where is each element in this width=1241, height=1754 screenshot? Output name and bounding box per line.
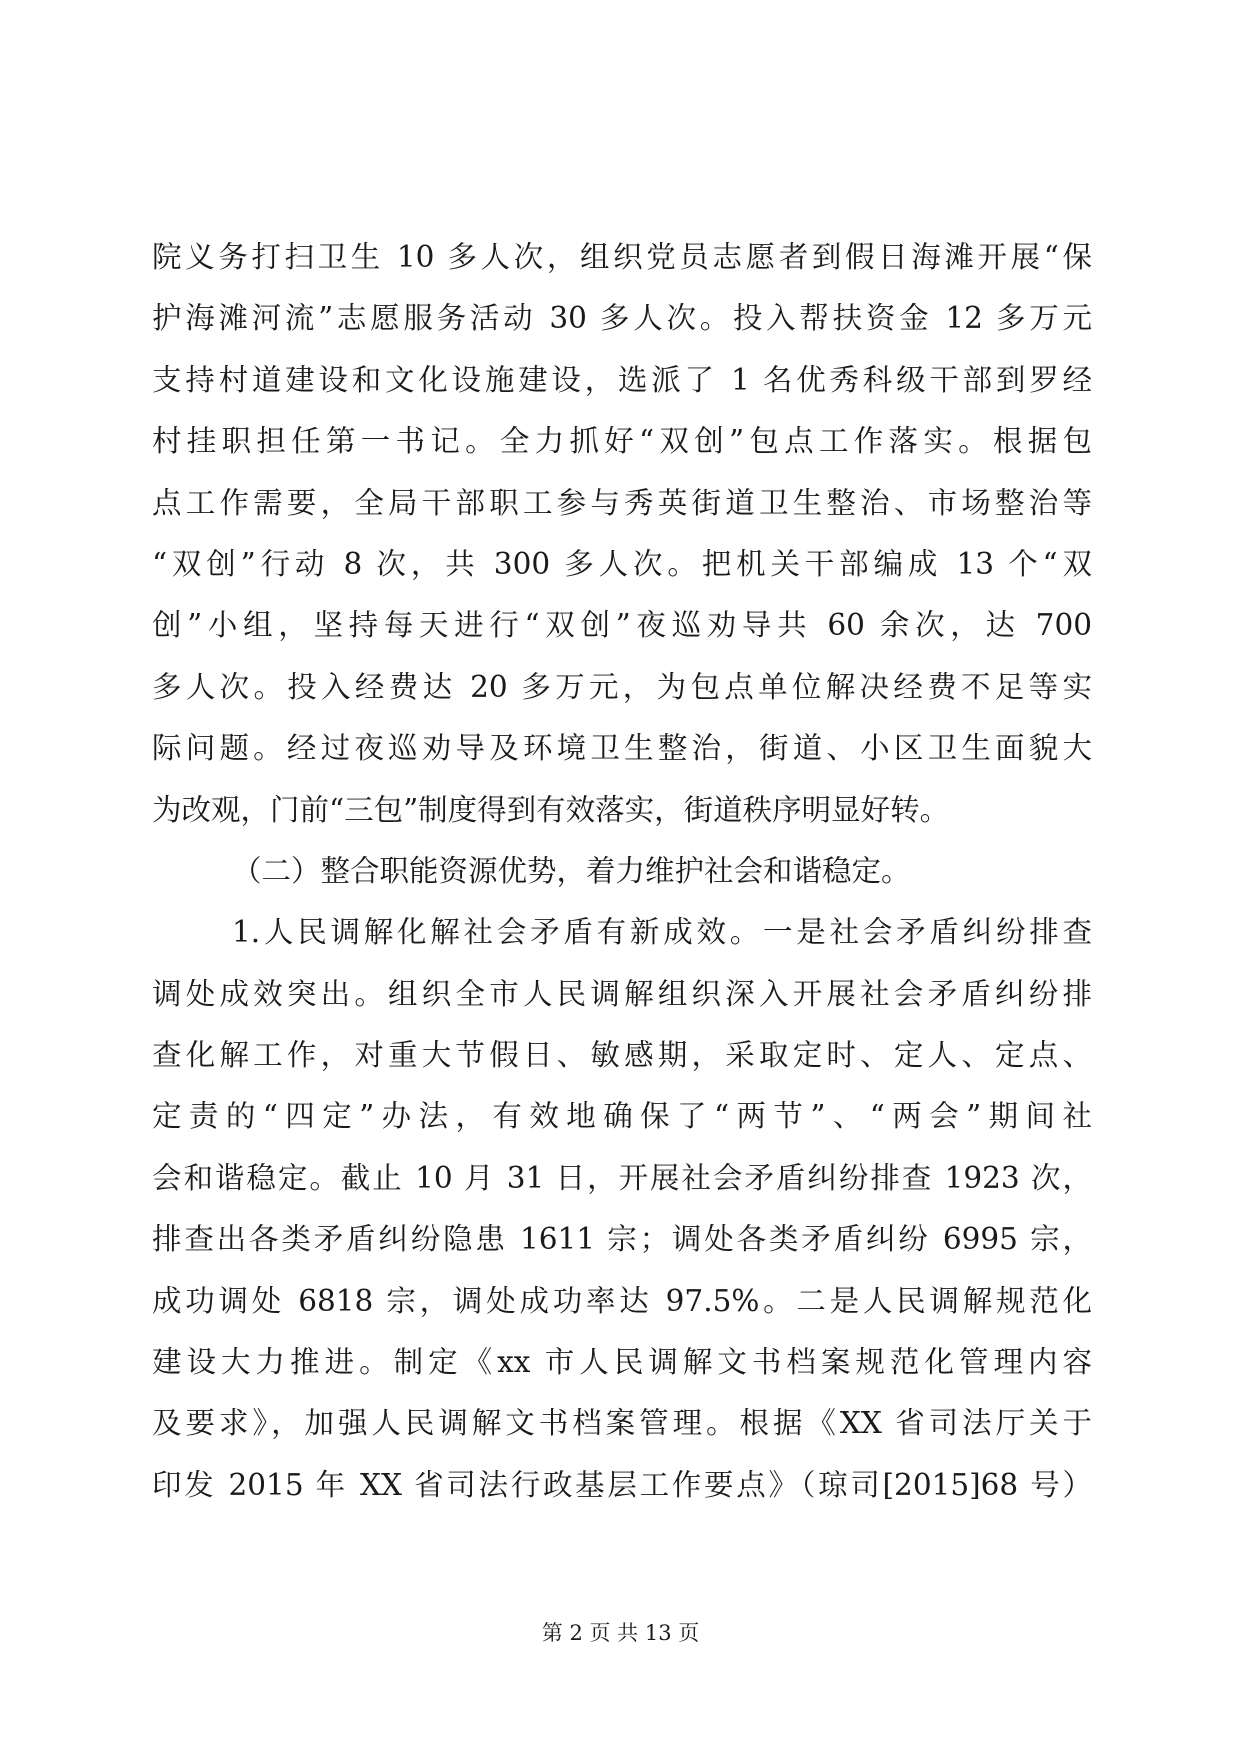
text-line: 排查出各类矛盾纠纷隐患 1611 宗；调处各类矛盾纠纷 6995 宗， — [152, 1222, 1092, 1257]
text-line: 点工作需要，全局干部职工参与秀英街道卫生整治、市场整治等 — [152, 485, 1092, 520]
text-line: 为改观，门前“三包”制度得到有效落实，街道秩序明显好转。 — [152, 792, 950, 827]
text-line: 多人次。投入经费达 20 多万元，为包点单位解决经费不足等实 — [152, 669, 1092, 704]
text-line: 院义务打扫卫生 10 多人次，组织党员志愿者到假日海滩开展“保 — [152, 240, 1092, 274]
text-line: 及要求》，加强人民调解文书档案管理。根据《XX 省司法厅关于 — [152, 1406, 1092, 1441]
text-line: 定责的“四定”办法，有效地确保了“两节”、“两会”期间社 — [152, 1099, 1092, 1134]
text-line: “双创”行动 8 次，共 300 多人次。把机关干部编成 13 个“双 — [152, 546, 1092, 581]
text-line: 际问题。经过夜巡劝导及环境卫生整治，街道、小区卫生面貌大 — [152, 731, 1092, 766]
text-line: 支持村道建设和文化设施建设，选派了 1 名优秀科级干部到罗经 — [152, 362, 1092, 397]
text-line: 查化解工作，对重大节假日、敏感期，采取定时、定人、定点、 — [152, 1038, 1092, 1073]
text-line: 建设大力推进。制定《xx 市人民调解文书档案规范化管理内容 — [152, 1345, 1092, 1380]
section-heading: （二）整合职能资源优势，着力维护社会和谐稳定。 — [232, 853, 911, 888]
page-number-footer: 第 2 页 共 13 页 — [541, 1621, 700, 1645]
text-line: 印发 2015 年 XX 省司法行政基层工作要点》（琼司[2015]68 号） — [152, 1467, 1092, 1502]
text-line: 会和谐稳定。截止 10 月 31 日，开展社会矛盾纠纷排查 1923 次， — [152, 1160, 1092, 1195]
text-line: 创”小组，坚持每天进行“双创”夜巡劝导共 60 余次，达 700 — [152, 608, 1092, 643]
text-line: 1.人民调解化解社会矛盾有新成效。一是社会矛盾纠纷排查 — [232, 915, 1092, 950]
text-line: 护海滩河流”志愿服务活动 30 多人次。投入帮扶资金 12 多万元 — [152, 301, 1092, 336]
text-line: 调处成效突出。组织全市人民调解组织深入开展社会矛盾纠纷排 — [152, 976, 1092, 1011]
text-line: 成功调处 6818 宗，调处成功率达 97.5%。二是人民调解规范化 — [152, 1283, 1092, 1318]
body-text — [152, 227, 1092, 1516]
text-line: 村挂职担任第一书记。全力抓好“双创”包点工作落实。根据包 — [152, 424, 1092, 459]
